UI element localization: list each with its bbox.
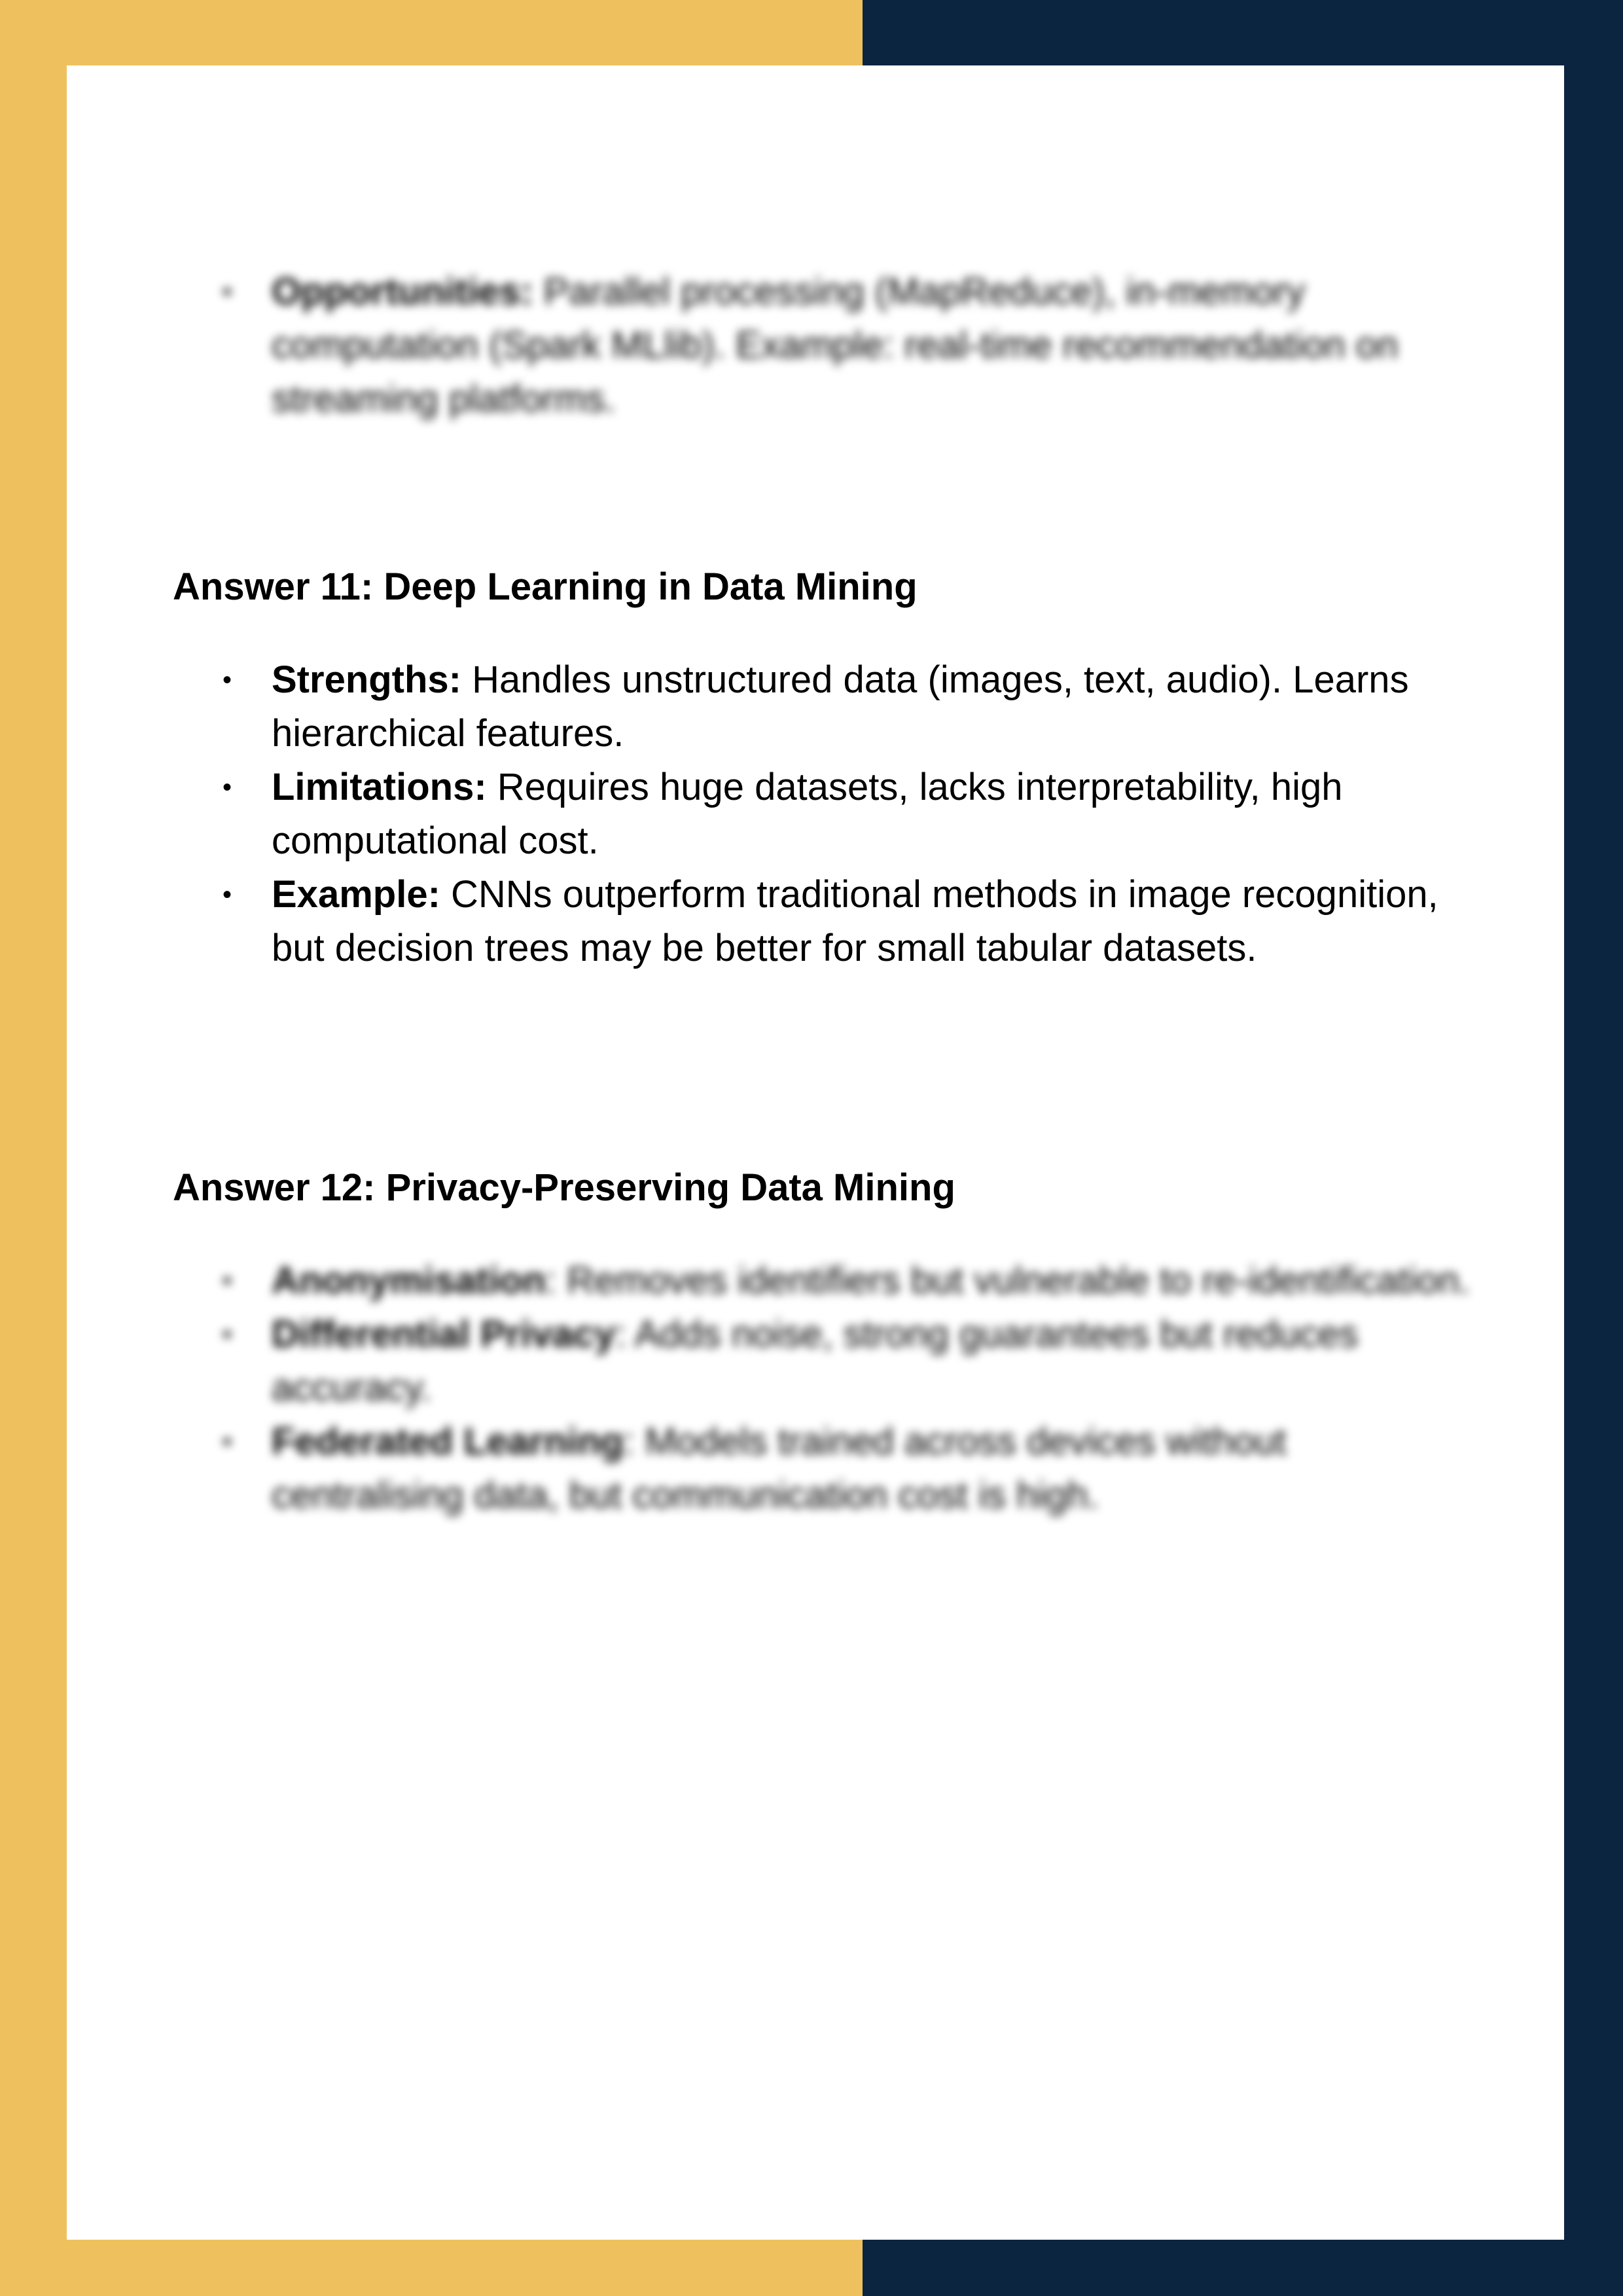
answer-11-list xyxy=(67,653,1474,975)
item-text: Parallel processing (MapReduce), in-memory computation (Spark MLlib). Example: real-time recommendation on streaming platforms. xyxy=(272,270,1399,420)
bullet-icon: • xyxy=(223,773,232,802)
list-item xyxy=(67,1415,1474,1522)
answer-12-list xyxy=(67,1254,1474,1522)
list-item xyxy=(67,1308,1474,1415)
item-text: Requires huge datasets, lacks interpretability, high computational cost. xyxy=(272,766,1343,862)
document-page xyxy=(67,65,1564,2240)
item-label: Opportunities: xyxy=(272,270,533,313)
item-text: : Removes identifiers but vulnerable to re-identification. xyxy=(545,1259,1470,1302)
item-text: : Adds noise, strong guarantees but reduces accuracy. xyxy=(272,1313,1359,1409)
opportunities-list xyxy=(67,265,1474,426)
bullet-icon: • xyxy=(223,666,232,694)
answer-11-heading: Answer 11: Deep Learning in Data Mining xyxy=(173,565,918,608)
list-item xyxy=(67,761,1474,868)
item-text: : Models trained across devices without centralising data, but communication cost is high. xyxy=(272,1420,1287,1516)
bullet-icon: • xyxy=(223,1320,232,1349)
item-text: Handles unstructured data (images, text, audio). Learns hierarchical features. xyxy=(272,658,1409,755)
bullet-icon: • xyxy=(223,1427,232,1456)
item-label: Example: xyxy=(272,873,440,916)
answer-12-heading: Answer 12: Privacy-Preserving Data Mining xyxy=(173,1166,955,1209)
item-label: Federated Learning xyxy=(272,1420,624,1463)
item-text: CNNs outperform traditional methods in image recognition, but decision trees may be better for small tabular datasets. xyxy=(272,873,1438,969)
list-item xyxy=(67,265,1474,426)
bullet-icon: • xyxy=(223,880,232,909)
list-item xyxy=(67,868,1474,975)
item-label: Differential Privacy xyxy=(272,1313,616,1355)
item-label: Strengths: xyxy=(272,658,461,701)
item-label: Anonymisation xyxy=(272,1259,546,1302)
bullet-icon: • xyxy=(223,278,232,306)
item-label: Limitations: xyxy=(272,766,487,808)
bullet-icon: • xyxy=(223,1266,232,1295)
list-item xyxy=(67,1254,1474,1308)
list-item xyxy=(67,653,1474,761)
